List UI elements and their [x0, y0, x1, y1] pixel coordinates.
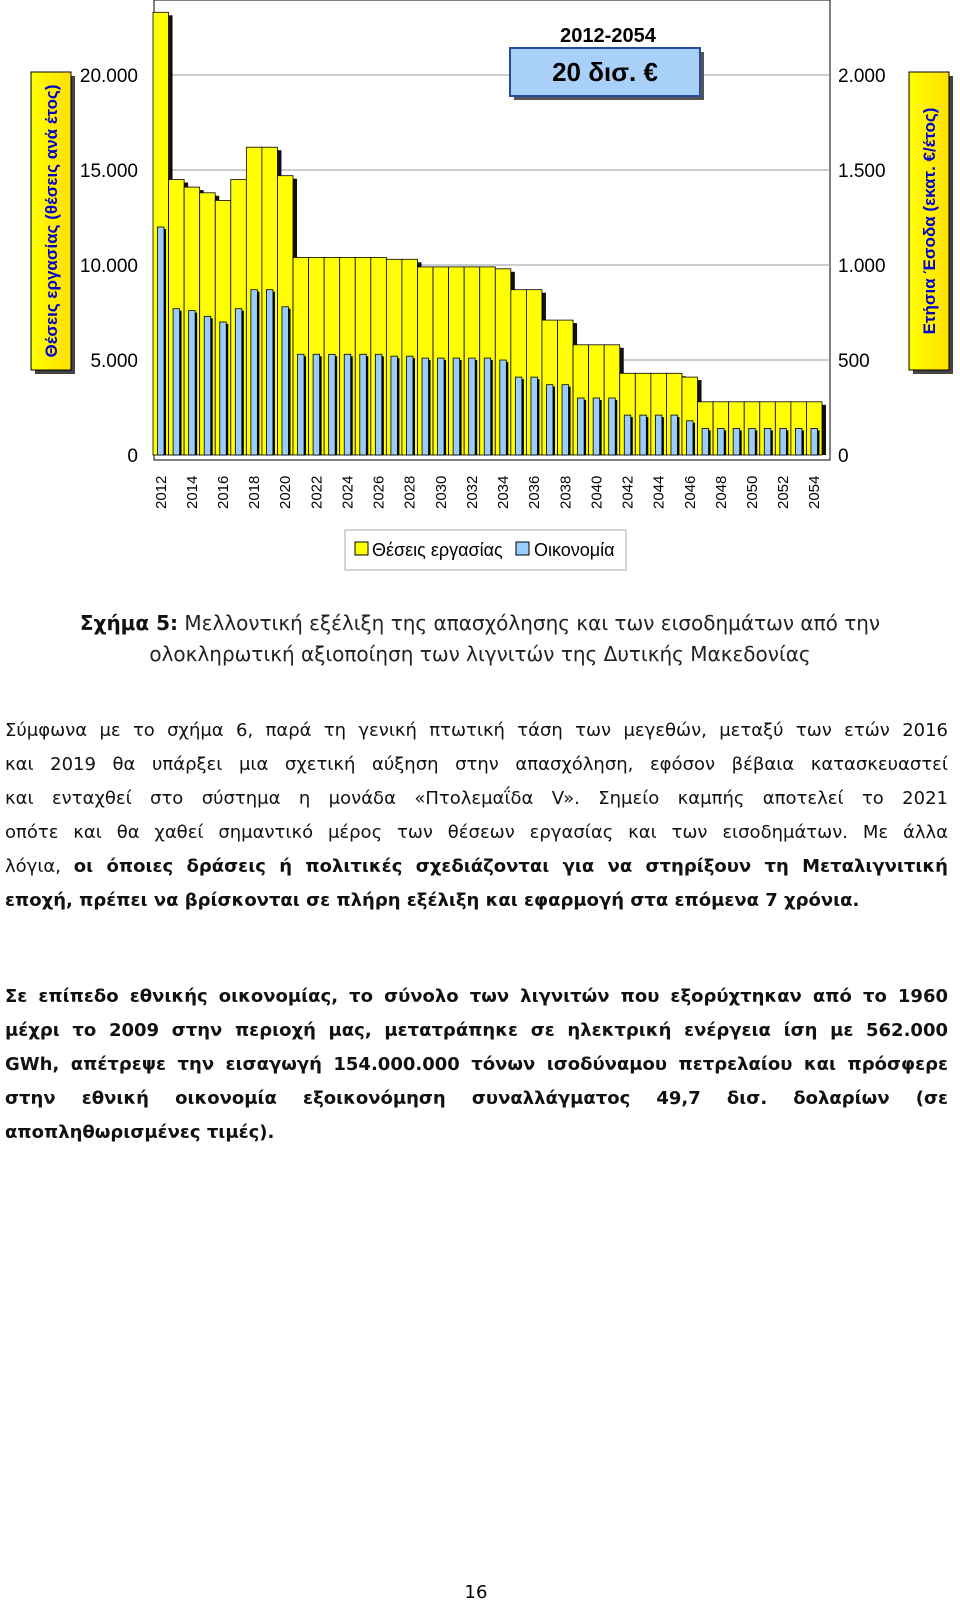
legend-swatch-economy — [516, 542, 529, 555]
x-tick-label: 2024 — [339, 475, 357, 509]
bar-economy — [344, 354, 351, 455]
right-tick-label: 0 — [838, 446, 849, 467]
bar-economy — [204, 316, 211, 455]
bar-economy — [593, 398, 600, 455]
bar-economy — [515, 377, 522, 455]
left-axis-ticks — [80, 66, 138, 467]
bar-economy — [578, 398, 585, 455]
bar-economy — [422, 358, 429, 455]
x-tick-label: 2040 — [588, 475, 606, 509]
bar-economy — [500, 360, 507, 455]
left-tick-label: 15.000 — [79, 161, 138, 182]
bar-economy — [546, 385, 553, 455]
bar-economy — [453, 358, 460, 455]
para1-line3: και ενταχθεί στο σύστημα η μονάδα «Πτολεμαΐδα V». Σημείο καμπής αποτελεί το 2021 — [5, 788, 948, 809]
x-tick-label: 2026 — [370, 475, 388, 509]
annotation-value: 20 δισ. € — [552, 57, 658, 87]
para1-line5 — [5, 850, 948, 884]
bar-economy — [484, 358, 491, 455]
right-axis-label: Ετήσια Έσοδα (εκατ. €/έτος) — [920, 107, 939, 335]
para2-line3: GWh, απέτρεψε την εισαγωγή 154.000.000 τόνων ισοδύναμου πετρελαίου και πρόσφερε — [5, 1054, 948, 1075]
bar-economy — [764, 428, 771, 455]
bar-economy — [220, 322, 227, 455]
bar-economy — [609, 398, 616, 455]
bar-economy — [624, 415, 631, 455]
bar-economy — [173, 309, 180, 455]
bar-economy — [811, 428, 818, 455]
bar-economy — [640, 415, 647, 455]
bar-economy — [671, 415, 678, 455]
x-axis-ticks — [153, 476, 823, 509]
x-tick-label: 2028 — [401, 475, 419, 509]
left-tick-label: 5.000 — [90, 351, 138, 372]
x-tick-label: 2022 — [308, 475, 326, 509]
para1-line2: και 2019 θα υπάρξει μια σχετική αύξηση στην απασχόληση, εφόσον βέβαια κατασκευαστεί — [5, 754, 948, 775]
x-tick-label: 2044 — [650, 475, 668, 509]
para2-line4: στην εθνική οικονομία εξοικονόμηση συναλλάγματος 49,7 δισ. δολαρίων (σε — [5, 1088, 948, 1109]
x-tick-label: 2038 — [557, 475, 575, 509]
bar-economy — [702, 428, 709, 455]
caption-line1: Μελλοντική εξέλιξη της απασχόλησης και των εισοδημάτων από την — [178, 611, 881, 635]
right-tick-label: 1.000 — [838, 256, 886, 277]
x-tick-label: 2048 — [712, 475, 730, 509]
annotation-period: 2012-2054 — [560, 25, 656, 47]
bar-economy — [562, 385, 569, 455]
para2-line1: Σε επίπεδο εθνικής οικονομίας, το σύνολο των λιγνιτών που εξορύχτηκαν από το 1960 — [5, 986, 948, 1007]
para1-line5-bold: οι όποιες δράσεις ή πολιτικές σχεδιάζονται για να στηρίξουν τη Μεταλιγνιτική — [73, 856, 948, 877]
bar-economy — [749, 428, 756, 455]
x-tick-label: 2032 — [463, 475, 481, 509]
legend-label-jobs: Θέσεις εργασίας — [372, 540, 503, 560]
figure-caption — [0, 608, 960, 670]
x-tick-label: 2054 — [806, 475, 824, 509]
bar-economy — [531, 377, 538, 455]
bar-economy — [469, 358, 476, 455]
x-tick-label: 2036 — [526, 475, 544, 509]
x-tick-label: 2046 — [681, 475, 699, 509]
bar-economy — [733, 428, 740, 455]
right-tick-label: 500 — [838, 351, 870, 372]
x-tick-label: 2030 — [432, 475, 450, 509]
legend-label-economy: Οικονομία — [534, 540, 615, 560]
bar-economy — [189, 311, 196, 455]
bar-economy — [329, 354, 336, 455]
right-tick-label: 1.500 — [838, 161, 886, 182]
bar-economy — [795, 428, 802, 455]
bar-economy — [687, 421, 694, 455]
para2-line5: αποπληθωρισμένες τιμές). — [5, 1122, 275, 1143]
x-tick-label: 2016 — [215, 475, 233, 509]
chart — [0, 0, 960, 600]
para1-line1: Σύμφωνα με το σχήμα 6, παρά τη γενική πτωτική τάση των μεγεθών, μεταξύ των ετών 2016 — [5, 720, 948, 741]
para1-line5-start: λόγια, — [5, 856, 74, 877]
para1-line4: οπότε και θα χαθεί σημαντικό μέρος των θέσεων εργασίας και των εισοδημάτων. Με άλλα — [5, 822, 948, 843]
x-tick-label: 2014 — [183, 475, 201, 509]
left-tick-label: 0 — [127, 446, 138, 467]
x-tick-label: 2018 — [246, 475, 264, 509]
paragraph-1 — [5, 714, 948, 918]
caption-prefix: Σχήμα 5: — [79, 611, 179, 635]
right-tick-label: 2.000 — [838, 66, 886, 87]
bar-economy — [235, 309, 242, 455]
bar-economy — [298, 354, 305, 455]
bar-economy — [158, 227, 165, 455]
x-tick-label: 2052 — [775, 475, 793, 509]
x-tick-label: 2034 — [495, 475, 513, 509]
bar-economy — [313, 354, 320, 455]
para2-line2: μέχρι το 2009 στην περιοχή μας, μετατράπηκε σε ηλεκτρική ενέργεια ίση με 562.000 — [5, 1020, 948, 1041]
x-tick-label: 2012 — [152, 475, 170, 509]
bar-economy — [360, 354, 367, 455]
x-tick-label: 2042 — [619, 475, 637, 509]
left-axis-label: Θέσεις εργασίας (θέσεις ανά έτος) — [42, 84, 61, 358]
left-tick-label: 20.000 — [79, 66, 138, 87]
para1-line6: εποχή, πρέπει να βρίσκονται σε πλήρη εξέλιξη και εφαρμογή στα επόμενα 7 χρόνια. — [5, 890, 860, 911]
bar-economy — [438, 358, 445, 455]
bar-economy — [266, 290, 273, 455]
bar-economy — [375, 354, 382, 455]
bar-economy — [780, 428, 787, 455]
caption-line2: ολοκληρωτική αξιοποίηση των λιγνιτών της Δυτικής Μακεδονίας — [149, 642, 811, 666]
bar-economy — [655, 415, 662, 455]
bar-economy — [282, 307, 289, 455]
paragraph-2 — [5, 980, 948, 1150]
x-tick-label: 2050 — [743, 475, 761, 509]
bar-economy — [391, 356, 398, 455]
legend-swatch-jobs — [355, 542, 368, 555]
bar-economy — [718, 428, 725, 455]
left-tick-label: 10.000 — [79, 256, 138, 277]
bar-economy — [251, 290, 258, 455]
bar-economy — [406, 356, 413, 455]
right-axis-ticks — [838, 66, 886, 467]
x-tick-label: 2020 — [277, 475, 295, 509]
page-number: 16 — [464, 1582, 488, 1603]
